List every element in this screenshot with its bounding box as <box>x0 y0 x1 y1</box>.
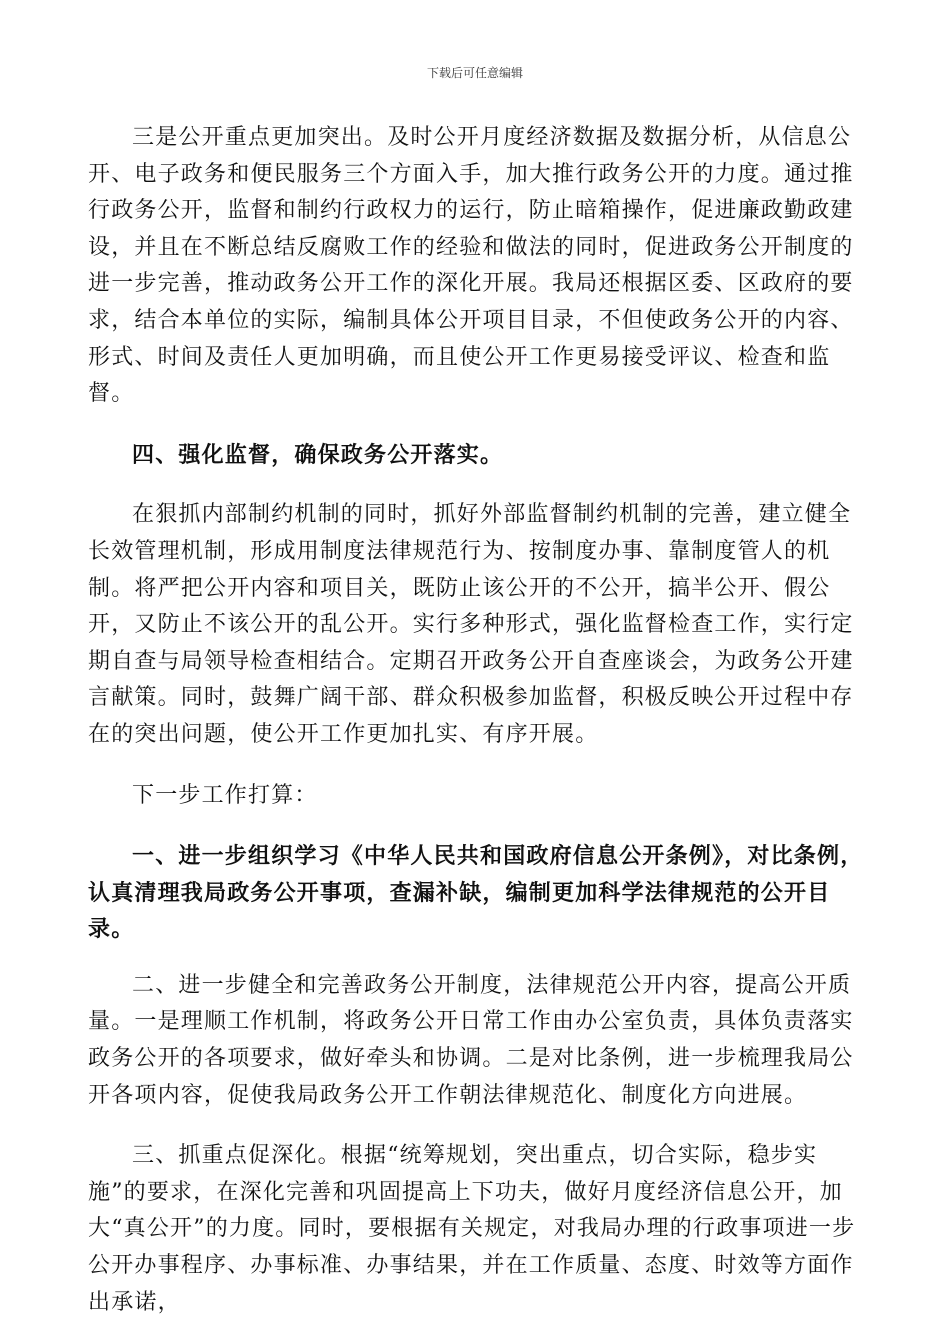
page-header: 下载后可任意编辑 <box>426 66 523 80</box>
section-heading-supervision: 四、强化监督，确保政务公开落实。 <box>132 441 504 468</box>
paragraph-step-two: 二、进一步健全和完善政务公开制度，法律规范公开内容，提高公开质量。一是理顺工作机制，将政务公开日常工作由办公室负责，具体负责落实政务公开的各项要求，做好牵头和协调。二是对比条例，进一步梳理我局公开各项内容，促使我局政务公开工作朝法律规范化、制度化方向进展。 <box>88 972 854 1108</box>
paragraph-step-one: 一、进一步组织学习《中华人民共和国政府信息公开条例》，对比条例，认真清理我局政务公开事项，查漏补缺，编制更加科学法律规范的公开目录。 <box>88 843 864 943</box>
paragraph-step-three: 三、抓重点促深化。根据“统筹规划，突出重点，切合实际，稳步实施”的要求，在深化完善和巩固提高上下功夫，做好月度经济信息公开，加大“真公开”的力度。同时，要根据有关规定，对我局办理的行政事项进一步公开办事程序、办事标准、办事结果，并在工作质量、态度、时效等方面作出承诺， <box>88 1143 856 1315</box>
document-body <box>88 120 868 1321</box>
paragraph-public-focus: 三是公开重点更加突出。及时公开月度经济数据及数据分析，从信息公开、电子政务和便民服务三个方面入手，加大推行政务公开的力度。通过推行政务公开，监督和制约行政权力的运行，防止暗箱操作，促进廉政勤政建设，并且在不断总结反腐败工作的经验和做法的同时，促进政务公开制度的进一步完善，推动政务公开工作的深化开展。我局还根据区委、区政府的要求，结合本单位的实际，编制具体公开项目目录，不但使政务公开的内容、形式、时间及责任人更加明确，而且使公开工作更易接受评议、检查和监督。 <box>88 125 854 407</box>
paragraph-supervision: 在狠抓内部制约机制的同时，抓好外部监督制约机制的完善，建立健全长效管理机制，形成用制度法律规范行为、按制度办事、靠制度管人的机制。将严把公开内容和项目关，既防止该公开的不公开，搞半公开、假公开，又防止不该公开的乱公开。实行多种形式，强化监督检查工作，实行定期自查与局领导检查相结合。定期召开政务公开自查座谈会，为政务公开建言献策。同时，鼓舞广阔干部、群众积极参加监督，积极反映公开过程中存在的突出问题，使公开工作更加扎实、有序开展。 <box>88 502 854 747</box>
paragraph-next-steps-heading: 下一步工作打算： <box>132 782 318 808</box>
